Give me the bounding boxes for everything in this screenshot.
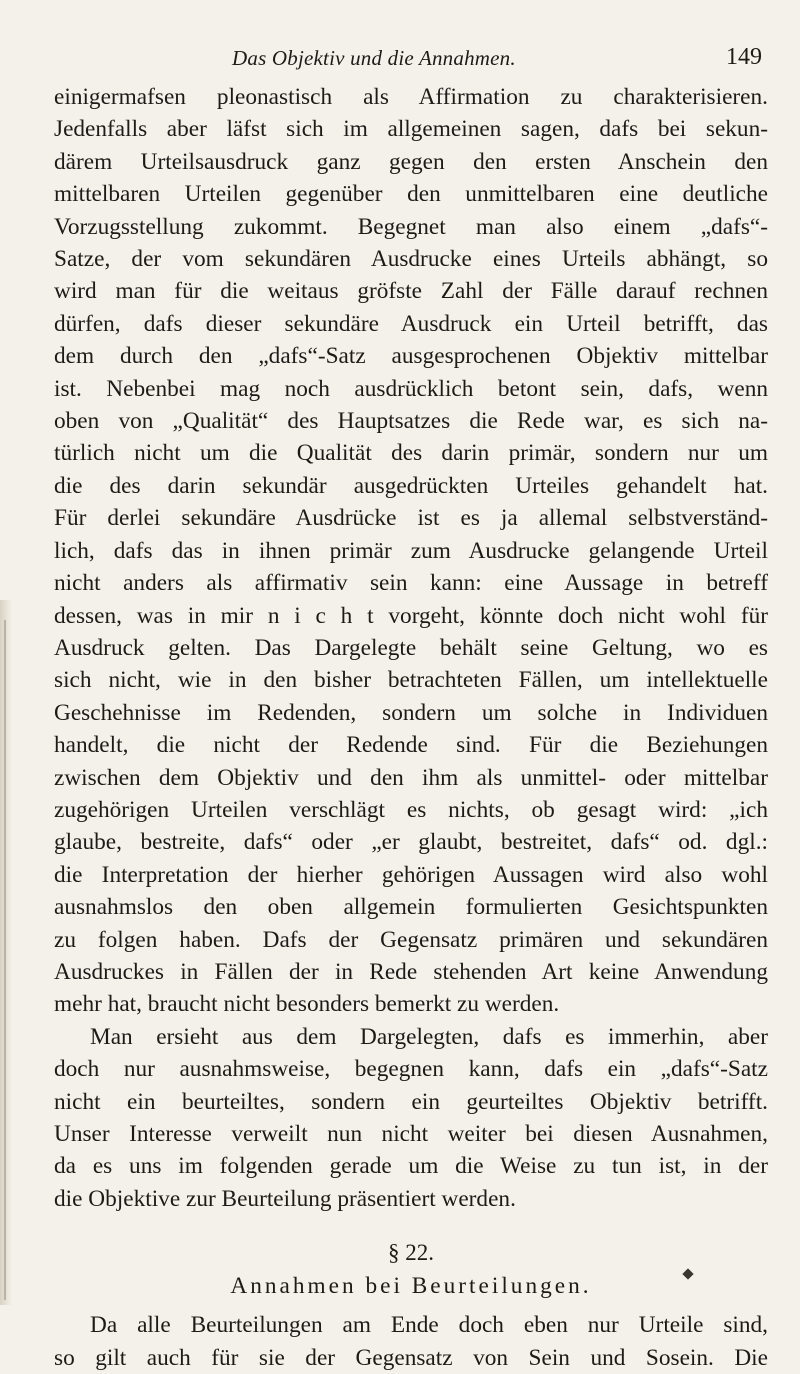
- text-line: die des darin sekundär ausgedrückten Urteiles gehandelt hat.: [54, 472, 768, 499]
- text-line: wird man für die weitaus gröfste Zahl der Fälle darauf rechnen: [54, 278, 768, 305]
- text-line: oben von „Qualität“ des Hauptsatzes die Rede war, es sich na-: [54, 408, 768, 435]
- text-line: glaube, bestreite, dafs“ oder „er glaubt, bestreitet, dafs“ od. dgl.:: [54, 829, 768, 856]
- text-line: doch nur ausnahmsweise, begegnen kann, dafs ein „dafs“-Satz: [54, 1056, 768, 1083]
- text-line: Satze, der vom sekundären Ausdrucke eines Urteils abhängt, so: [54, 246, 768, 273]
- text-line: Man ersieht aus dem Dargelegten, dafs es immerhin, aber: [90, 1023, 768, 1050]
- paragraph-3: [54, 1309, 768, 1374]
- text-line: einigermafsen pleonastisch als Affirmation zu charakterisieren.: [54, 84, 768, 110]
- text-line: mittelbaren Urteilen gegenüber den unmittelbaren eine deutliche: [54, 181, 768, 208]
- text-line: nicht ein beurteiltes, sondern ein geurteiltes Objektiv betrifft.: [54, 1088, 768, 1115]
- page-number: 149: [726, 44, 762, 70]
- text-line: Geschehnisse im Redenden, sondern um solche in Individuen: [54, 699, 768, 726]
- paragraph-1: [54, 81, 768, 1021]
- text-line: Ausdruck gelten. Das Dargelegte behält seine Geltung, wo es: [54, 634, 768, 661]
- text-line: ausnahmslos den oben allgemein formulierten Gesichtspunkten: [54, 894, 768, 921]
- text-line: Da alle Beurteilungen am Ende doch eben nur Urteile sind,: [90, 1312, 768, 1339]
- text-line: die Objektive zur Beurteilung präsentiert werden.: [54, 1185, 516, 1212]
- text-line: handelt, die nicht der Redende sind. Für die Beziehungen: [54, 732, 768, 759]
- page-edge-line: [4, 620, 6, 1300]
- text-line: die Interpretation der hierher gehörigen Aussagen wird also wohl: [54, 861, 768, 888]
- text-line: dessen, was in mir n i c h t vorgeht, könnte doch nicht wohl für: [54, 602, 768, 629]
- text-line: därem Urteilsausdruck ganz gegen den ersten Anschein den: [54, 148, 768, 175]
- running-title: Das Objektiv und die Annahmen.: [232, 46, 516, 70]
- page-header: [52, 40, 762, 74]
- text-line: nicht anders als affirmativ sein kann: eine Aussage in betreff: [54, 570, 768, 597]
- text-line: Ausdruckes in Fällen der in Rede stehenden Art keine Anwendung: [54, 958, 768, 985]
- text-line: so gilt auch für sie der Gegensatz von Sein und Sosein. Die: [54, 1344, 768, 1371]
- text-line: dem durch den „dafs“-Satz ausgesprochenen Objektiv mittelbar: [54, 343, 768, 370]
- paragraph-2: [54, 1021, 768, 1215]
- text-line: sich nicht, wie in den bisher betrachteten Fällen, um intellektuelle: [54, 667, 768, 694]
- text-line: ist. Nebenbei mag noch ausdrücklich betont sein, dafs, wenn: [54, 375, 768, 402]
- text-line: lich, dafs das in ihnen primär zum Ausdrucke gelangende Urteil: [54, 537, 768, 564]
- text-line: dürfen, dafs dieser sekundäre Ausdruck ein Urteil betrifft, das: [54, 310, 768, 337]
- text-line: Vorzugsstellung zukommt. Begegnet man also einem „dafs“-: [54, 213, 768, 240]
- text-line: zugehörigen Urteilen verschlägt es nichts, ob gesagt wird: „ich: [54, 796, 768, 823]
- text-line: da es uns im folgenden gerade um die Weise zu tun ist, in der: [54, 1153, 768, 1180]
- section-title: Annahmen bei Beurteilungen.: [230, 1273, 592, 1300]
- page-edge-shadow: [0, 600, 12, 1305]
- text-line: mehr hat, braucht nicht besonders bemerkt zu werden.: [54, 991, 560, 1018]
- text-line: Jedenfalls aber läfst sich im allgemeinen sagen, dafs bei sekun-: [54, 116, 768, 143]
- text-line: türlich nicht um die Qualität des darin primär, sondern nur um: [54, 440, 768, 467]
- body-text: [54, 81, 768, 1374]
- text-line: Unser Interesse verweilt nun nicht weiter bei diesen Ausnahmen,: [54, 1121, 768, 1147]
- text-line: Für derlei sekundäre Ausdrücke ist es ja allemal selbstverständ-: [54, 505, 768, 532]
- text-line: zu folgen haben. Dafs der Gegensatz primären und sekundären: [54, 926, 768, 953]
- text-line: zwischen dem Objektiv und den ihm als unmittel- oder mittelbar: [54, 764, 768, 791]
- section-number: § 22.: [388, 1240, 434, 1266]
